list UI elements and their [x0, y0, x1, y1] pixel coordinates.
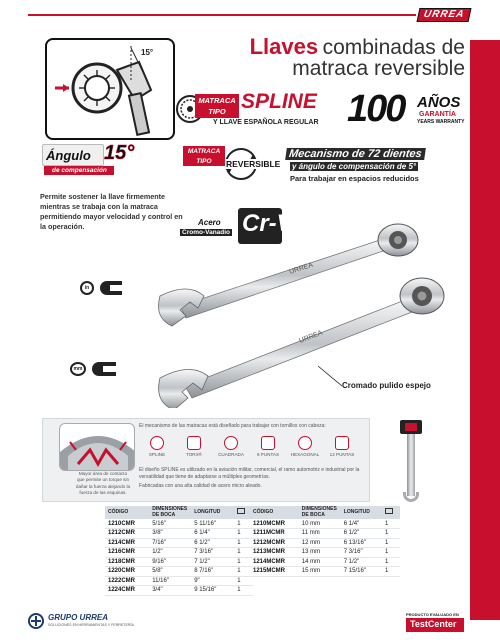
head-type-icon [150, 436, 164, 450]
cell-qty: 1 [382, 529, 400, 539]
diagram-angle-label: 15° [141, 48, 154, 57]
table-row [105, 529, 253, 539]
spline-closeup-icon [60, 424, 135, 471]
testcenter-label: PRODUCTO EVALUADO EN [406, 612, 459, 617]
finish-pointer-line [318, 366, 342, 386]
cell-dim: 12 mm [299, 538, 341, 548]
col-code: CÓDIGO [250, 506, 299, 519]
table-row [105, 576, 253, 586]
head-type-label: CUADRADA [218, 452, 244, 457]
warranty-word: AÑOS [417, 94, 461, 111]
head-type-0 [139, 436, 175, 457]
head-type-4 [287, 436, 323, 457]
spline-badge [175, 90, 345, 134]
testcenter-badge [406, 612, 466, 634]
cell-len: 7 15/16" [341, 567, 382, 577]
mechanism-subtitle: y ángulo de compensación de 5° [292, 162, 417, 171]
cell-code: 1214MCMR [250, 557, 299, 567]
col-length: LONGITUD [341, 506, 382, 519]
mechanism-title: Mecanismo de 72 dientes [285, 148, 425, 160]
title-line1: combinadas de [322, 36, 465, 59]
table-row [105, 519, 253, 529]
cell-dim: 5/8" [149, 567, 191, 577]
cell-len: 6 1/4" [341, 519, 382, 529]
table-row [250, 548, 400, 558]
cell-qty: 1 [382, 519, 400, 529]
cell-dim: 5/16" [149, 519, 191, 529]
mm-unit-label: mm [73, 366, 83, 372]
box-icon [237, 508, 245, 514]
head-type-label: 6 PUNTAS [256, 452, 280, 457]
reversible-prefix-top: MATRACA [187, 148, 221, 155]
head-type-label: 12 PUNTAS [329, 452, 355, 457]
wrench-package-photo [396, 420, 426, 504]
material-line1: Acero [198, 218, 221, 227]
cell-len: 7 1/2" [341, 557, 382, 567]
cell-qty: 1 [382, 557, 400, 567]
inch-spec-table [105, 506, 253, 596]
cell-code: 1224CMR [105, 586, 149, 596]
col-qty [382, 506, 400, 519]
cell-dim: 10 mm [299, 519, 341, 529]
cell-len: 6 1/2" [341, 529, 382, 539]
top-red-line [28, 14, 416, 16]
cell-len: 7 3/16" [341, 548, 382, 558]
head-type-2 [213, 436, 249, 457]
title-bold: Llaves [249, 34, 319, 59]
cell-qty: 1 [234, 529, 253, 539]
angle-badge [42, 142, 142, 178]
cell-code: 1215MCMR [250, 567, 299, 577]
cell-qty: 1 [382, 538, 400, 548]
cell-dim: 9/16" [149, 557, 191, 567]
mechanism-body: Para trabajar en espacios reducidos [290, 174, 419, 183]
table-row [250, 557, 400, 567]
cell-qty: 1 [234, 567, 253, 577]
finish-label: Cromado pulido espejo [342, 381, 431, 390]
cell-code: 1216CMR [105, 548, 149, 558]
cell-qty: 1 [234, 519, 253, 529]
table-row [105, 567, 253, 577]
cell-qty: 1 [382, 567, 400, 577]
ratchet-head-illustration [47, 40, 173, 138]
table-row [105, 538, 253, 548]
cell-code: 1213MCMR [250, 548, 299, 558]
col-dims: DIMENSIONES DE BOCA [299, 506, 341, 519]
spline-info-box [42, 418, 370, 502]
mm-spec-table [250, 506, 400, 577]
angle-value: 15° [104, 142, 135, 164]
mm-unit-icon [70, 361, 120, 377]
head-type-label: HEXAGONAL [290, 452, 320, 457]
cell-len: 6 13/16" [341, 538, 382, 548]
wrench-inch-brand: URREA [288, 261, 314, 276]
angle-caption: de compensación [52, 167, 107, 174]
ratchet-angle-diagram [45, 38, 175, 140]
spline-bullets [139, 467, 367, 490]
cell-dim: 1/2" [149, 548, 191, 558]
testcenter-name: TestCenter [410, 619, 457, 629]
head-types-row [139, 436, 369, 466]
page-number: 3 [480, 620, 486, 631]
table-row [105, 557, 253, 567]
reversible-name: REVERSIBLE [226, 159, 281, 169]
warranty-label: GARANTÍA [419, 111, 456, 118]
spline-name: SPLINE [241, 90, 317, 113]
head-type-label: TORX® [185, 452, 203, 457]
cell-dim: 3/8" [149, 529, 191, 539]
cell-dim: 3/4" [149, 586, 191, 596]
table-row [105, 548, 253, 558]
warranty-badge [345, 88, 470, 132]
head-type-icon [298, 436, 312, 450]
cell-code: 1210CMR [105, 519, 149, 529]
mechanism-block [286, 148, 466, 188]
table-row [250, 538, 400, 548]
head-type-icon [187, 436, 201, 450]
head-type-icon [261, 436, 275, 450]
footer-brand-tagline: SOLUCIONES EN HERRAMIENTAS Y FERRETERÍA [48, 623, 134, 627]
cell-len: 6 1/4" [191, 529, 234, 539]
cell-dim: 11 mm [299, 529, 341, 539]
cell-len: 5 11/16" [191, 519, 234, 529]
reversible-badge [183, 146, 293, 182]
head-type-label: SPLINE [148, 452, 166, 457]
table-row [250, 519, 400, 529]
warranty-sub: YEARS WARRANTY [417, 119, 465, 125]
cell-len: 7 1/2" [191, 557, 234, 567]
table-row [250, 567, 400, 577]
inch-unit-icon [80, 280, 124, 296]
head-type-1 [176, 436, 212, 457]
grupo-urrea-logo-icon [28, 613, 44, 629]
side-red-bar [470, 40, 500, 620]
wrench-mm-brand: URREA [298, 329, 324, 345]
cell-code: 1211MCMR [250, 529, 299, 539]
cell-len: 9 15/16" [191, 586, 234, 596]
cell-code: 1214CMR [105, 538, 149, 548]
cell-code: 1210MCMR [250, 519, 299, 529]
spline-bullet-1: El diseño SPLINE es utilizado en la aviación militar, comercial, el ramo automotriz e industrial por la versatilidad que tiene de adaptarse a múltiples geometrías. [139, 467, 360, 480]
cell-dim: 15 mm [299, 567, 341, 577]
cell-len: 9" [191, 576, 234, 586]
cell-dim: 7/16" [149, 538, 191, 548]
footer-brand-name: GRUPO URREA [48, 613, 109, 622]
cell-qty: 1 [382, 548, 400, 558]
box-icon [385, 508, 393, 514]
cell-qty: 1 [234, 586, 253, 596]
head-type-5 [324, 436, 360, 457]
spline-bullet-2: Fabricadas con una alta calidad de acero micro aleado. [139, 483, 262, 489]
page-title [195, 36, 465, 79]
cell-code: 1212MCMR [250, 538, 299, 548]
angle-word: Ángulo [46, 148, 91, 163]
table-row [250, 529, 400, 539]
product-description: Permite sostener la llave firmemente mientras se trabaja con la matraca permitiendo mayor velocidad y control en la operación. [40, 192, 183, 232]
spline-closeup [59, 423, 135, 471]
cell-dim: 11/16" [149, 576, 191, 586]
material-line2: Cromo-Vanadio [182, 229, 231, 236]
head-type-icon [224, 436, 238, 450]
head-type-3 [250, 436, 286, 457]
cell-qty: 1 [234, 576, 253, 586]
head-type-icon [335, 436, 349, 450]
table-row [105, 586, 253, 596]
col-length: LONGITUD [191, 506, 234, 519]
col-code: CÓDIGO [105, 506, 149, 519]
cell-code: 1220CMR [105, 567, 149, 577]
cell-qty: 1 [234, 548, 253, 558]
cell-code: 1212CMR [105, 529, 149, 539]
cell-qty: 1 [234, 557, 253, 567]
cell-dim: 13 mm [299, 548, 341, 558]
brand-logo: URREA [417, 8, 472, 22]
inch-unit-label: in [84, 285, 90, 291]
cell-qty: 1 [234, 538, 253, 548]
cell-len: 8 7/16" [191, 567, 234, 577]
cell-code: 1218CMR [105, 557, 149, 567]
cell-dim: 14 mm [299, 557, 341, 567]
cell-len: 6 1/2" [191, 538, 234, 548]
title-line2: matraca reversible [292, 57, 465, 80]
col-dims: DIMENSIONES DE BOCA [149, 506, 191, 519]
spline-subtitle: Y LLAVE ESPAÑOLA REGULAR [213, 119, 319, 126]
spline-prefix-bottom: TIPO [208, 107, 226, 116]
cell-code: 1222CMR [105, 576, 149, 586]
wrenches-illustration [130, 218, 460, 408]
warranty-number: 100 [347, 88, 405, 130]
spline-callout: Mayor área de contacto que permite un torque sin dañar la fuerza alejando la fuerza de las esquinas. [75, 471, 131, 496]
cell-len: 7 3/16" [191, 548, 234, 558]
material-symbol: Cr-V [242, 210, 293, 237]
spline-intro: El mecanismo de las matracas está diseñado para trabajar con tornillos con cabeza: [139, 423, 326, 429]
footer-brand [28, 612, 138, 632]
spline-prefix-top: MATRACA [198, 96, 236, 105]
reversible-prefix-bottom: TIPO [196, 157, 212, 165]
